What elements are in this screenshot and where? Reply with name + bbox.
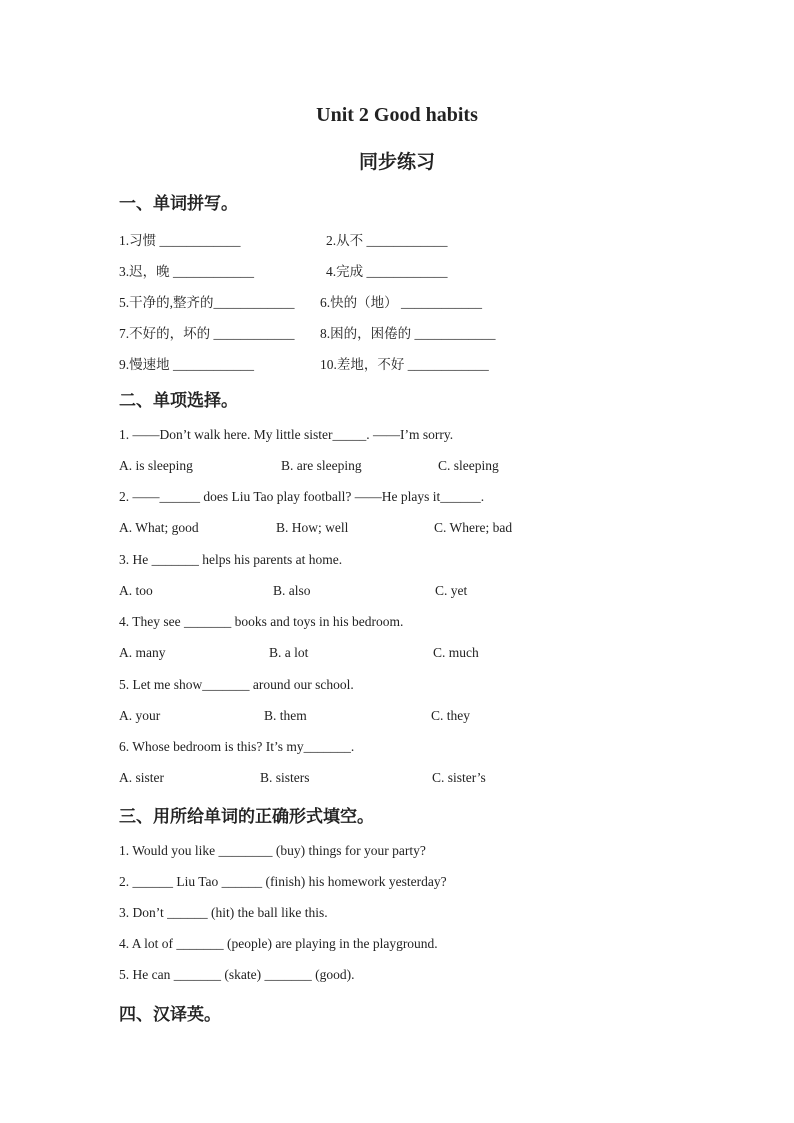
section-4-heading: 四、汉译英。	[119, 1005, 221, 1024]
vocab-item-8: 8.困的，困倦的 ____________	[320, 326, 496, 341]
fill-item-5: 5. He can _______ (skate) _______ (good).	[119, 967, 355, 982]
vocab-item-7: 7.不好的，坏的 ____________	[119, 326, 295, 341]
mc-question-6: 6. Whose bedroom is this? It’s my_______.	[119, 739, 355, 754]
mc-option-3c: C. yet	[435, 583, 468, 598]
mc-option-2a: A. What; good	[119, 520, 199, 535]
vocab-item-3: 3.迟，晚 ____________	[119, 264, 254, 279]
mc-option-3a: A. too	[119, 583, 153, 598]
fill-item-2: 2. ______ Liu Tao ______ (finish) his homework yesterday?	[119, 874, 447, 889]
mc-question-2: 2. ——______ does Liu Tao play football? ——He plays it______.	[119, 489, 485, 504]
mc-option-2b: B. How; well	[276, 520, 349, 535]
section-1-heading: 一、单词拼写。	[119, 194, 238, 213]
vocab-item-9: 9.慢速地 ____________	[119, 357, 254, 372]
mc-option-1b: B. are sleeping	[281, 458, 362, 473]
page-title: Unit 2 Good habits	[316, 104, 478, 126]
vocab-item-5: 5.干净的,整齐的____________	[119, 295, 295, 310]
page-subtitle: 同步练习	[358, 152, 435, 173]
mc-option-5a: A. your	[119, 708, 161, 723]
mc-option-6c: C. sister’s	[432, 770, 486, 785]
vocab-item-4: 4.完成 ____________	[326, 264, 448, 279]
vocab-item-6: 6.快的（地） ____________	[320, 295, 482, 310]
mc-question-1: 1. ——Don’t walk here. My little sister_____. ——I’m sorry.	[119, 427, 454, 442]
mc-option-3b: B. also	[273, 583, 311, 598]
mc-question-3: 3. He _______ helps his parents at home.	[119, 552, 343, 567]
mc-option-6b: B. sisters	[260, 770, 310, 785]
mc-option-5c: C. they	[431, 708, 470, 723]
mc-option-2c: C. Where; bad	[434, 520, 513, 535]
mc-option-1a: A. is sleeping	[119, 458, 193, 473]
mc-option-4a: A. many	[119, 645, 166, 660]
vocab-item-10: 10.差地，不好 ____________	[320, 357, 489, 372]
mc-option-4b: B. a lot	[269, 645, 309, 660]
section-3-heading: 三、用所给单词的正确形式填空。	[119, 807, 374, 826]
vocab-item-2: 2.从不 ____________	[326, 233, 448, 248]
mc-question-4: 4. They see _______ books and toys in his bedroom.	[119, 614, 404, 629]
mc-question-5: 5. Let me show_______ around our school.	[119, 677, 354, 692]
mc-option-1c: C. sleeping	[438, 458, 499, 473]
fill-item-1: 1. Would you like ________ (buy) things for your party?	[119, 843, 426, 858]
vocab-item-1: 1.习惯 ____________	[119, 233, 241, 248]
mc-option-5b: B. them	[264, 708, 307, 723]
mc-option-6a: A. sister	[119, 770, 164, 785]
section-2-heading: 二、单项选择。	[119, 391, 238, 410]
mc-option-4c: C. much	[433, 645, 479, 660]
fill-item-4: 4. A lot of _______ (people) are playing in the playground.	[119, 936, 438, 951]
fill-item-3: 3. Don’t ______ (hit) the ball like this.	[119, 905, 328, 920]
